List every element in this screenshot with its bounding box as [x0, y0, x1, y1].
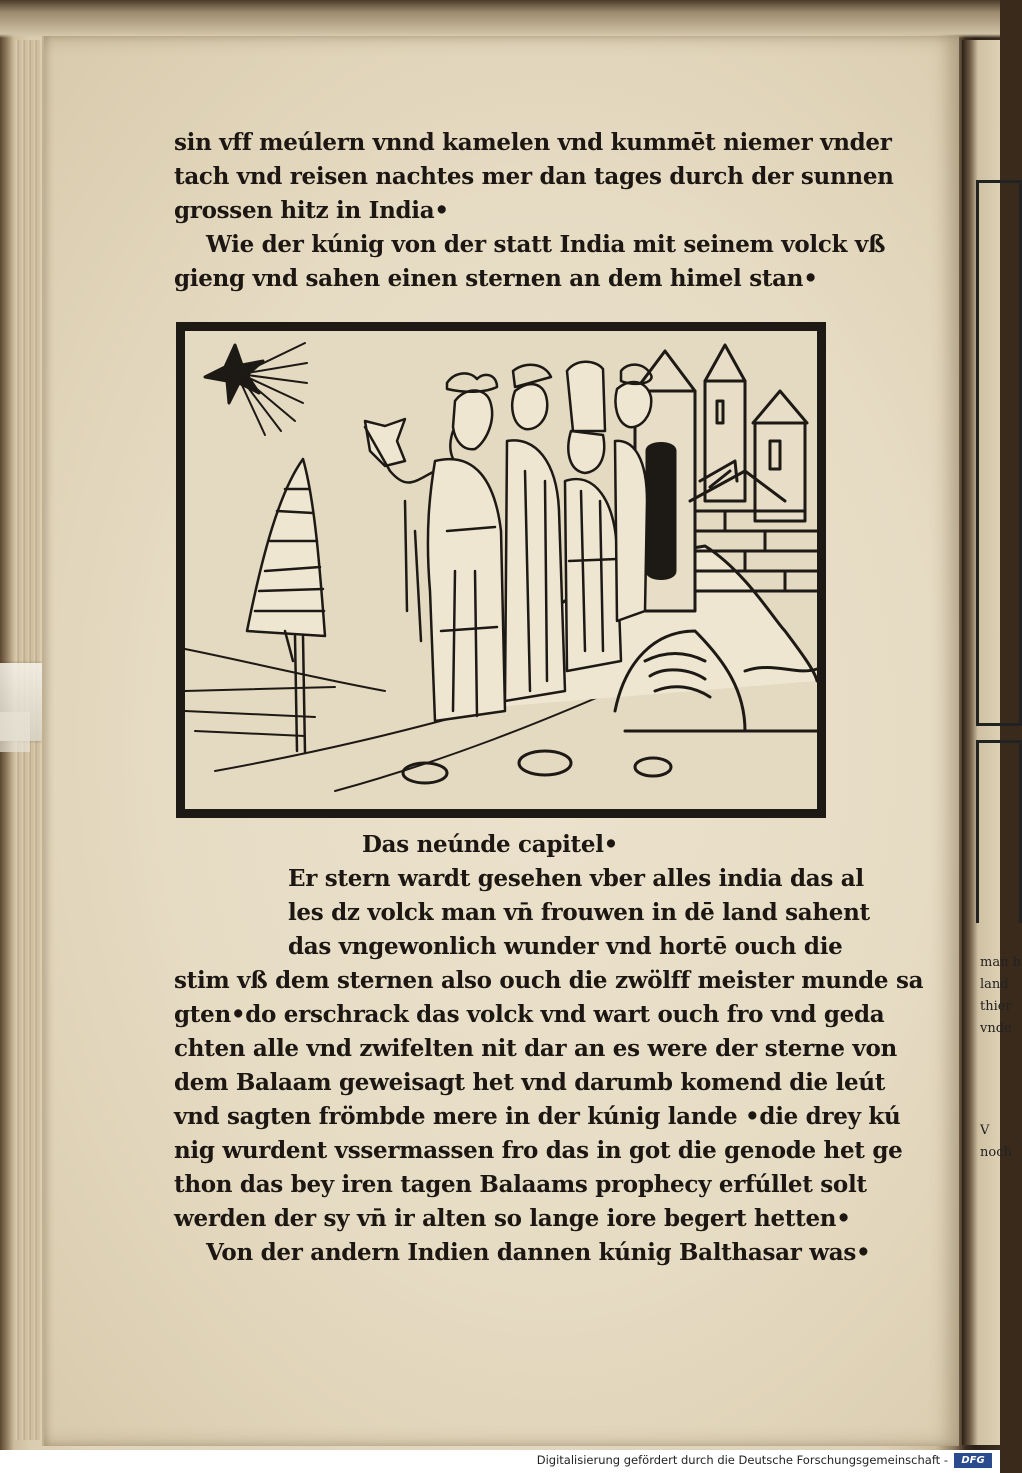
text-line: dem Balaam geweisagt het vnd darumb komend die leút	[174, 1069, 886, 1096]
woodcut-illustration	[176, 322, 826, 818]
town	[635, 345, 817, 611]
text-line: sin vff meúlern vnnd kamelen vnd kummēt niemer vnder	[174, 129, 892, 156]
text-line: das vngewonlich wunder vnd hortē ouch die	[288, 933, 843, 960]
footer-credit: Digitalisierung gefördert durch die Deutsche Forschungsgemeinschaft -	[536, 1453, 948, 1467]
facing-page-line: noch	[980, 1145, 1012, 1160]
cypress-tree	[247, 459, 325, 753]
stones	[403, 751, 671, 783]
facing-page-line: thier	[980, 999, 1012, 1014]
chapter-title: Das neúnde capitel•	[362, 831, 619, 858]
digitization-footer	[0, 1450, 1000, 1473]
text-line: chten alle vnd zwifelten nit dar an es were der sterne von	[174, 1035, 897, 1062]
section-heading: gieng vnd sahen einen sternen an dem himel stan•	[174, 265, 818, 292]
text-line: nig wurdent vssermassen fro das in got die genode het ge	[174, 1137, 903, 1164]
text-line: thon das bey iren tagen Balaams prophecy erfúllet solt	[174, 1171, 867, 1198]
text-line: tach vnd reisen nachtes mer dan tages durch der sunnen	[174, 163, 894, 190]
text-line: vnd sagten frömbde mere in der kúnig lande •die drey kú	[174, 1103, 901, 1130]
text-line: grossen hitz in India•	[174, 197, 449, 224]
facing-page-woodcut-frame-lower	[976, 740, 1022, 923]
star-of-bethlehem	[205, 343, 307, 435]
section-heading: Wie der kúnig von der statt India mit seinem volck vß	[206, 231, 886, 258]
woodcut-drawing	[185, 331, 817, 809]
plastic-clip-bar	[0, 712, 30, 752]
section-heading: Von der andern Indien dannen kúnig Balthasar was•	[206, 1239, 871, 1266]
facing-page-line: vnde	[980, 1021, 1012, 1036]
facing-page-strip	[962, 40, 1021, 1445]
facing-page-line: land	[980, 977, 1009, 992]
text-line: les dz volck man vn̄ frouwen in dē land sahent	[288, 899, 870, 926]
facing-page-woodcut-frame	[976, 180, 1022, 726]
text-line: Er stern wardt gesehen vber alles india das al	[288, 865, 864, 892]
facing-page-line: man h	[980, 955, 1021, 970]
book-top-edge	[0, 0, 1000, 38]
text-line: gten•do erschrack das volck vnd wart ouch fro vnd geda	[174, 1001, 885, 1028]
text-line: werden der sy vn̄ ir alten so lange iore begert hetten•	[174, 1205, 851, 1232]
facing-page-line: V	[980, 1123, 990, 1138]
dfg-logo: DFG	[954, 1453, 992, 1468]
text-line: stim vß dem sternen also ouch die zwölff meister munde sa	[174, 967, 924, 994]
